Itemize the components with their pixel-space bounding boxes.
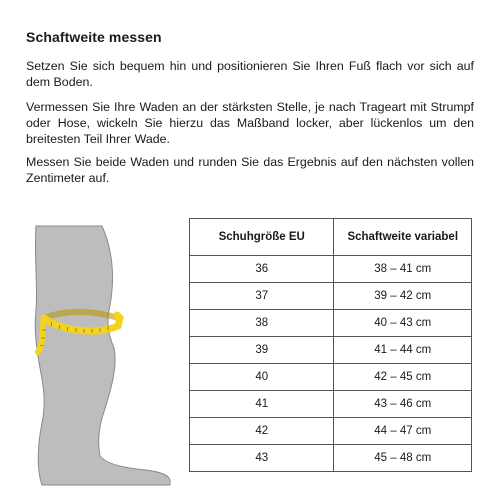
column-header-shoe-size: Schuhgröße EU — [190, 219, 334, 256]
shaft-width-cell: 39 – 42 cm — [334, 283, 472, 310]
shoe-size-cell: 40 — [190, 364, 334, 391]
shoe-size-cell: 41 — [190, 391, 334, 418]
shoe-size-cell: 36 — [190, 256, 334, 283]
leg-silhouette — [35, 226, 170, 485]
table-row — [190, 337, 472, 364]
shaft-width-cell: 38 – 41 cm — [334, 256, 472, 283]
page-title: Schaftweite messen — [26, 29, 162, 45]
shoe-size-cell: 37 — [190, 283, 334, 310]
leg-measuring-illustration — [14, 218, 184, 488]
column-header-shaft-width: Schaftweite variabel — [334, 219, 472, 256]
shaft-width-cell: 41 – 44 cm — [334, 337, 472, 364]
table-row — [190, 364, 472, 391]
table-row — [190, 418, 472, 445]
shaft-width-cell: 43 – 46 cm — [334, 391, 472, 418]
size-table — [189, 218, 472, 472]
shoe-size-cell: 43 — [190, 445, 334, 472]
shaft-width-cell: 40 – 43 cm — [334, 310, 472, 337]
table-row — [190, 283, 472, 310]
shoe-size-cell: 42 — [190, 418, 334, 445]
table-row — [190, 310, 472, 337]
table-header-row — [190, 219, 472, 256]
table-row — [190, 391, 472, 418]
instruction-paragraph-2: Vermessen Sie Ihre Waden an der stärksten Stelle, je nach Trageart mit Strumpf oder Hose, wickeln Sie hierzu das Maßband locker, aber lückenlos um den breitesten Teil Ihrer Wade. — [26, 100, 474, 146]
shoe-size-cell: 39 — [190, 337, 334, 364]
shaft-width-cell: 44 – 47 cm — [334, 418, 472, 445]
instruction-paragraph-3: Messen Sie beide Waden und runden Sie das Ergebnis auf den nächsten vollen Zentimeter auf. — [26, 155, 474, 185]
table-row — [190, 256, 472, 283]
shaft-width-cell: 45 – 48 cm — [334, 445, 472, 472]
shoe-size-cell: 38 — [190, 310, 334, 337]
table-row — [190, 445, 472, 472]
shaft-width-cell: 42 – 45 cm — [334, 364, 472, 391]
instruction-paragraph-1: Setzen Sie sich bequem hin und positionieren Sie Ihren Fuß flach vor sich auf dem Boden. — [26, 59, 474, 89]
